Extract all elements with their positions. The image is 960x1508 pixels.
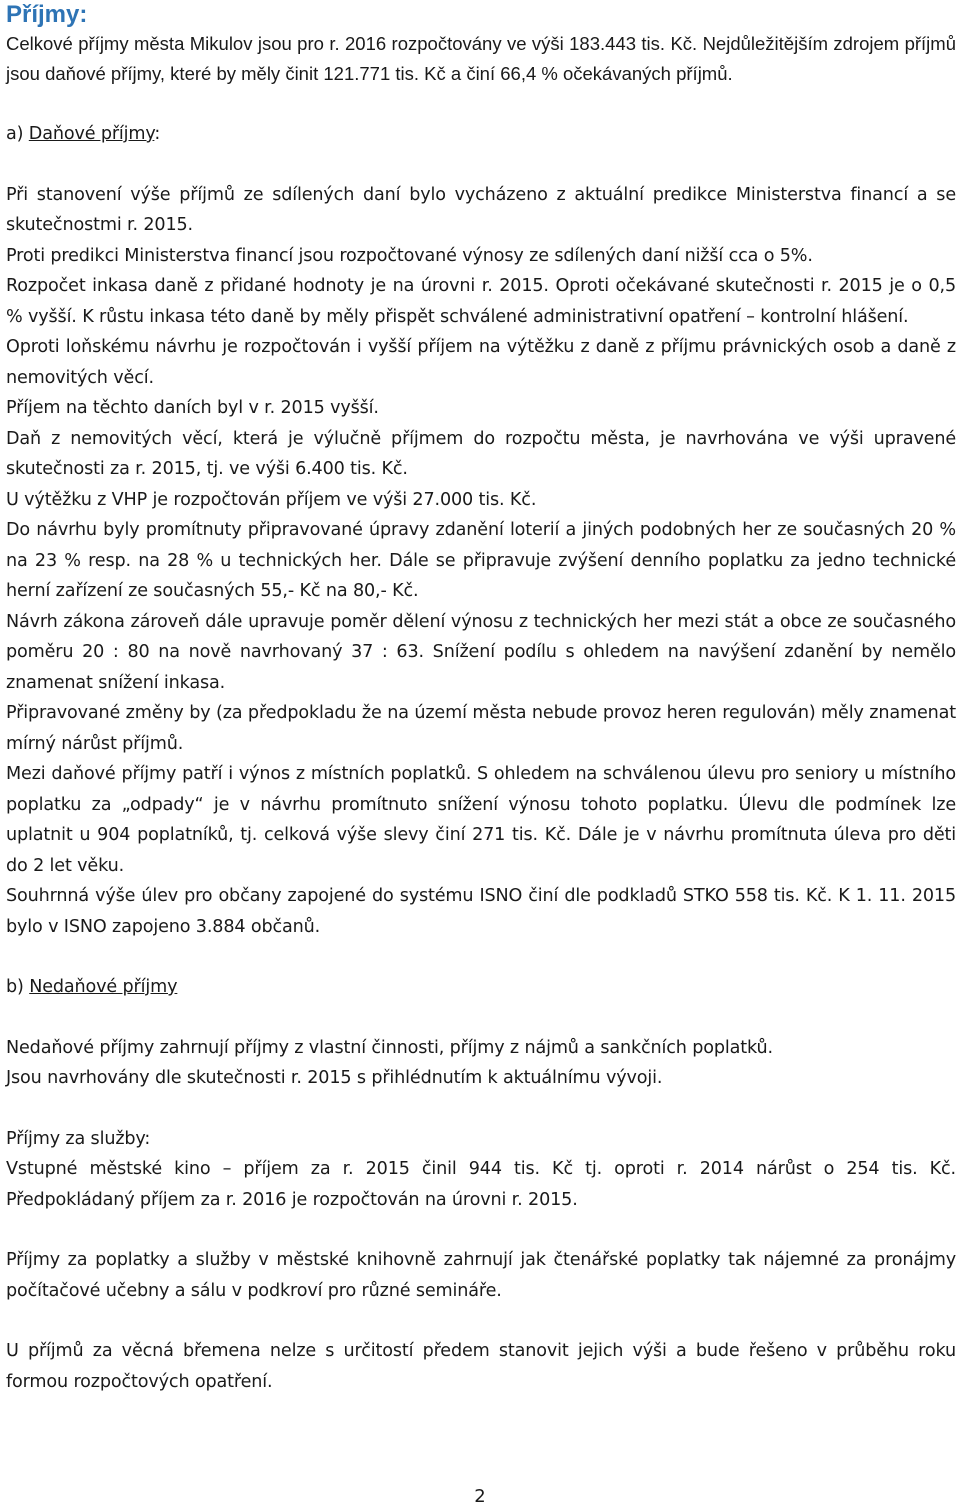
spacer (6, 942, 956, 972)
spacer (6, 1215, 956, 1245)
paragraph-prijem-2015: Příjem na těchto daních byl v r. 2015 vyšší. (6, 398, 379, 418)
page-number: 2 (474, 1486, 486, 1507)
services-heading: Příjmy za služby: (6, 1128, 151, 1149)
spacer (6, 89, 956, 119)
page-title: Příjmy: (6, 1, 88, 28)
spacer (6, 1094, 956, 1124)
paragraph-navrhovany: Jsou navrhovány dle skutečnosti r. 2015 s přihlédnutím k aktuálnímu vývoji. (6, 1068, 663, 1088)
section-b-title: Nedaňové příjmy (29, 977, 178, 997)
section-b-prefix: b) (6, 977, 30, 997)
intro-paragraph: Celkové příjmy města Mikulov jsou pro r. 2016 rozpočtovány ve výši 183.443 tis. Kč. Nejdůležitějším zdrojem příjmů jsou daňové příjmy, které by měly činit 121.771 tis. Kč a činí 66,4 % očekávaných příjmů. (6, 33, 956, 84)
paragraph-nedanove: Nedaňové příjmy zahrnují příjmy z vlastní činnosti, příjmy z nájmů a sankčních poplatků. (6, 1037, 773, 1058)
paragraph-dan-z-nemovitosti: Daň z nemovitých věcí, která je výlučně příjmem do rozpočtu města, je navrhována ve výši upravené skutečnosti za r. 2015, tj. ve výši 6.400 tis. Kč. (6, 428, 956, 479)
spacer (6, 150, 956, 180)
paragraph-navrh-zakona: Návrh zákona zároveň dále upravuje poměr dělení výnosu z technických her mezi stát a obce ze současného poměru 20 : 80 na nově navrhovaný 37 : 63. Snížení podílu s ohledem na navýšení zdanění by nemělo znamenat snížení inkasa. (6, 611, 956, 693)
paragraph-kino: Vstupné městské kino – příjem za r. 2015 činil 944 tis. Kč tj. oproti r. 2014 nárůst o 254 tis. Kč. Předpokládaný příjem za r. 2016 je rozpočtován na úrovni r. 2015. (6, 1159, 956, 1210)
paragraph-predikce: Při stanovení výše příjmů ze sdílených daní bylo vycházeno z aktuální predikce Ministerstva financí a se skutečnostmi r. 2015. (6, 184, 956, 235)
paragraph-pravnicke-osoby: Oproti loňskému návrhu je rozpočtován i vyšší příjem na výtěžku z daně z příjmu právnických osob a daně z nemovitých věcí. (6, 337, 956, 388)
paragraph-mistni-poplatky: Mezi daňové příjmy patří i výnos z místních poplatků. S ohledem na schválenou úlevu pro seniory u místního poplatku za „odpady“ je v návrhu promítnuto snížení výnosu tohoto poplatku. Úlevu dle podmínek lze uplatnit u 904 poplatníků, tj. celková výše slevy činí 271 tis. Kč. Dále je v návrhu promítnuta úleva pro děti do 2 let věku. (6, 764, 956, 876)
paragraph-dph: Rozpočet inkasa daně z přidané hodnoty je na úrovni r. 2015. Oproti očekávané skutečnosti r. 2015 je o 0,5 % vyšší. K růstu inkasa této daně by měly přispět schválené administrativní opatření – kontrolní hlášení. (6, 276, 956, 327)
paragraph-loterie: Do návrhu byly promítnuty připravované úpravy zdanění loterií a jiných podobných her ze současných 20 % na 23 % resp. na 28 % u technických her. Dále se připravuje zvýšení denního poplatku za jedno technické herní zařízení ze současných 55,- Kč na 80,- Kč. (6, 520, 956, 601)
spacer (6, 1306, 956, 1336)
paragraph-vecna-bremena: U příjmů za věcná břemena nelze s určitostí předem stanovit jejich výši a bude řešeno v průběhu roku formou rozpočtových opatření. (6, 1341, 956, 1392)
document-page (6, 0, 956, 1397)
section-a-heading (6, 119, 956, 150)
paragraph-isno: Souhrnná výše úlev pro občany zapojené do systému ISNO činí dle podkladů STKO 558 tis. Kč. K 1. 11. 2015 bylo v ISNO zapojeno 3.884 občanů. (6, 886, 956, 937)
spacer (6, 1003, 956, 1033)
section-a-prefix: a) (6, 124, 29, 144)
paragraph-sdilene-dane: Proti predikci Ministerstva financí jsou rozpočtované výnosy ze sdílených daní nižší cca o 5%. (6, 245, 813, 266)
paragraph-vhp: U výtěžku z VHP je rozpočtován příjem ve výši 27.000 tis. Kč. (6, 489, 537, 510)
section-a-title: Daňové příjmy (28, 124, 155, 144)
paragraph-zmeny: Připravované změny by (za předpokladu že na území města nebude provoz heren regulován) měly znamenat mírný nárůst příjmů. (6, 703, 956, 754)
paragraph-knihovna: Příjmy za poplatky a služby v městské knihovně zahrnují jak čtenářské poplatky tak nájemné za pronájmy počítačové učebny a sálu v podkroví pro různé semináře. (6, 1250, 956, 1301)
section-a-suffix: : (154, 124, 161, 144)
section-b-heading (6, 972, 956, 1003)
